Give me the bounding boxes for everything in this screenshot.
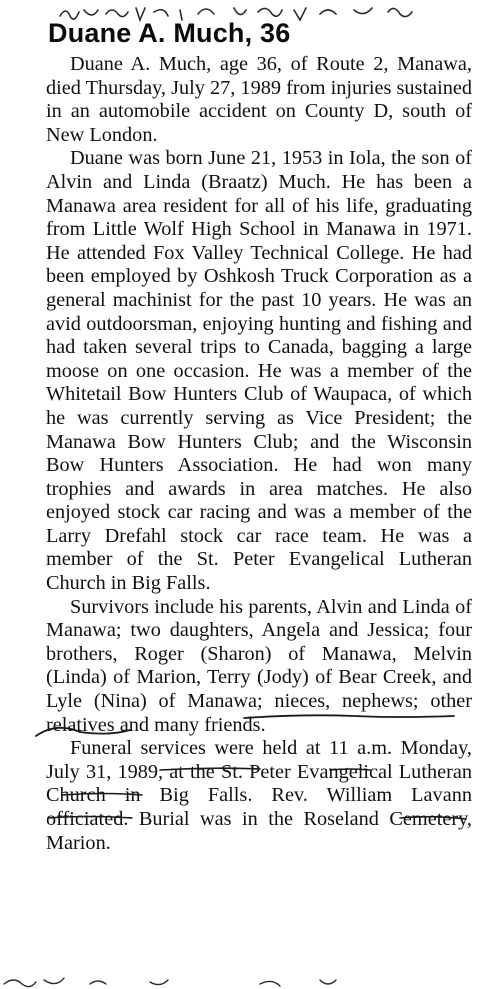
obituary-paragraph-life: Duane was born June 21, 1953 in Iola, the son of Alvin and Linda (Braatz) Much. He has been a Manawa area resident for all of his life, graduating from Little Wolf High School in Manawa in 1971. He attended Fox Valley Technical College. He had been employed by Oshkosh Truck Corporation as a general machinist for the past 10 years. He was an avid outdoorsman, enjoying hunting and fishing and had taken several trips to Canada, bagging a large moose on one occasion. He was a member of the Whitetail Bow Hunters Club of Waupaca, of which he was currently serving as Vice President; the Manawa Bow Hunters Club; and the Wisconsin Bow Hunters Association. He had won many trophies and awards in area matches. He also enjoyed stock car racing and was a member of the Larry Drefahl stock car race team. He was a member of the St. Peter Evangelical Lutheran Church in Big Falls. xyxy=(46,147,472,595)
handwritten-scrawl-bottom xyxy=(0,974,500,989)
obituary-paragraph-death: Duane A. Much, age 36, of Route 2, Manawa, died Thursday, July 27, 1989 from injuries sustained in an automobile accident on County D, south of New London. xyxy=(46,53,472,146)
obituary-paragraph-survivors: Survivors include his parents, Alvin and Linda of Manawa; two daughters, Angela and Jessica; four brothers, Roger (Sharon) of Manawa, Melvin (Linda) of Marion, Terry (Jody) of Bear Creek, and Lyle (Nina) of Manawa; nieces, nephews; other relatives and many friends. xyxy=(46,595,472,736)
obituary-body xyxy=(46,53,472,855)
obituary-paragraph-funeral: Funeral services were held at 11 a.m. Monday, July 31, 1989, at the St. Peter Evangelical Lutheran Church in Big Falls. Rev. William Lavann officiated. Burial was in the Roseland Cemetery, Marion. xyxy=(46,737,472,854)
obituary-headline: Duane A. Much, 36 xyxy=(48,18,291,48)
